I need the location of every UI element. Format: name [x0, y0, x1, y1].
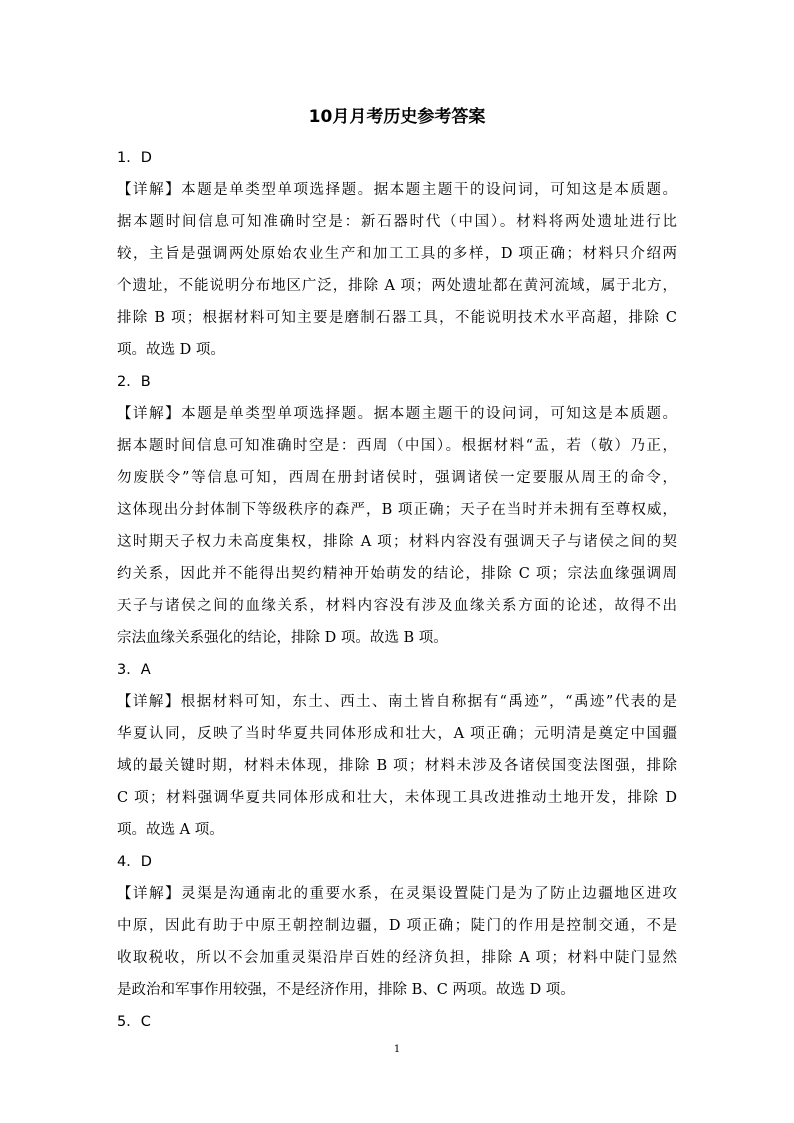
explanation-line: 收取税收，所以不会加重灵渠沿岸百姓的经济负担，排除 A 项；材料中陡门显然 — [117, 950, 677, 966]
explanation-line: 【详解】本题是单类型单项选择题。据本题主题干的设问词，可知这是本质题。 — [117, 406, 677, 422]
question-number: 4．D — [117, 854, 152, 870]
explanation-line: 据本题时间信息可知准确时空是：西周（中国）。根据材料“盂，若（敬）乃正， — [117, 438, 677, 454]
explanation-line: 项。故选 A 项。 — [117, 822, 224, 838]
explanation-line: 据本题时间信息可知准确时空是：新石器时代（中国）。材料将两处遗址进行比 — [117, 214, 677, 230]
question-1 — [117, 142, 677, 366]
explanation-line: 中原，因此有助于中原王朝控制边疆，D 项正确；陡门的作用是控制交通，不是 — [117, 918, 677, 934]
explanation-line: 勿废朕令”等信息可知，西周在册封诸侯时，强调诸侯一定要服从周王的命令， — [117, 470, 677, 486]
question-2 — [117, 366, 677, 654]
question-4 — [117, 846, 677, 1006]
explanation-line: 宗法血缘关系强化的结论，排除 D 项。故选 B 项。 — [117, 630, 448, 646]
explanation-line: 排除 B 项；根据材料可知主要是磨制石器工具，不能说明技术水平高超，排除 C — [117, 310, 677, 326]
question-5 — [117, 1006, 677, 1038]
explanation-line: 个遗址，不能说明分布地区广泛，排除 A 项；两处遗址都在黄河流域，属于北方， — [117, 278, 677, 294]
explanation-line: 域的最关键时期，材料未体现，排除 B 项；材料未涉及各诸侯国变法图强，排除 — [117, 758, 677, 774]
explanation-line: 这时期天子权力未高度集权，排除 A 项；材料内容没有强调天子与诸侯之间的契 — [117, 534, 677, 550]
explanation-line: 是政治和军事作用较强，不是经济作用，排除 B、C 两项。故选 D 项。 — [117, 982, 575, 998]
question-3 — [117, 654, 677, 846]
explanation-line: 项。故选 D 项。 — [117, 342, 225, 358]
page-title: 10月月考历史参考答案 — [308, 107, 486, 127]
explanation-line: 约关系，因此并不能得出契约精神开始萌发的结论，排除 C 项；宗法血缘强调周 — [117, 566, 677, 582]
answer-list — [117, 142, 677, 1038]
explanation-line: 【详解】灵渠是沟通南北的重要水系，在灵渠设置陡门是为了防止边疆地区进攻 — [117, 886, 677, 902]
explanation-line: C 项；材料强调华夏共同体形成和壮大，未体现工具改进推动土地开发，排除 D — [117, 790, 677, 806]
explanation-line: 这体现出分封体制下等级秩序的森严，B 项正确；天子在当时并未拥有至尊权威， — [117, 502, 677, 518]
explanation-line: 较，主旨是强调两处原始农业生产和加工工具的多样，D 项正确；材料只介绍两 — [117, 246, 677, 262]
explanation-line: 天子与诸侯之间的血缘关系，材料内容没有涉及血缘关系方面的论述，故得不出 — [117, 598, 677, 614]
explanation-line: 华夏认同，反映了当时华夏共同体形成和壮大，A 项正确；元明清是奠定中国疆 — [117, 726, 677, 742]
question-number: 1．D — [117, 150, 152, 166]
question-number: 5．C — [117, 1014, 151, 1030]
question-number: 3．A — [117, 662, 151, 678]
explanation-line: 【详解】根据材料可知，东土、西土、南土皆自称据有“禹迹”，“禹迹”代表的是 — [117, 694, 677, 710]
question-number: 2．B — [117, 374, 151, 390]
page-number: 1 — [393, 1044, 401, 1055]
explanation-line: 【详解】本题是单类型单项选择题。据本题主题干的设问词，可知这是本质题。 — [117, 182, 677, 198]
